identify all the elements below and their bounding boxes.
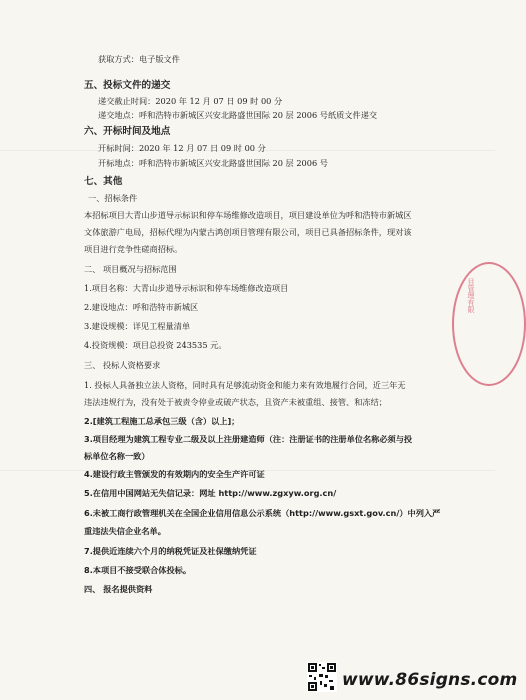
subheading: 二、 项目概况与招标范围 [84,264,177,274]
text-line: 1. 投标人具备独立法人资格，同时具有足够流动资金和能力来有效地履行合同，近三年无 [84,380,406,390]
text-line: 3.项目经理为建筑工程专业二级及以上注册建造师（注：注册证书的注册单位名称必须与投 [84,434,413,444]
text-line: 1.项目名称：大青山步道导示标识和停车场维修改造项目 [84,283,289,293]
text-line: 标单位名称一致） [84,451,150,461]
text-line: 开标地点：呼和浩特市新城区兴安北路盛世国际 20 层 2006 号 [98,158,328,168]
text-line: 5.在信用中国网站无失信记录：网址 http://www.zgxyw.org.cn/ [84,488,337,498]
text-line: 2.[建筑工程施工总承包三级（含）以上]； [84,416,240,426]
text-line: 项目进行竞争性磋商招标。 [84,244,183,254]
text-line: 2.建设地点：呼和浩特市新城区 [84,302,199,312]
subheading: 一、招标条件 [88,193,138,203]
text-line: 递交截止时间：2020 年 12 月 07 日 09 时 00 分 [98,96,283,106]
section-heading: 五、投标文件的递交 [84,80,171,91]
text-line: 3.建设规模：详见工程量清单 [84,321,191,331]
text-line: 8.本项目不接受联合体投标。 [84,565,192,575]
section-heading: 六、开标时间及地点 [84,126,171,137]
subheading: 三、 投标人资格要求 [84,360,161,370]
text-line: 7.提供近连续六个月的纳税凭证及社保缴纳凭证 [84,546,257,556]
seal-stamp-text: 目管理有限 [467,278,475,313]
seal-stamp [452,262,526,386]
text-line: 违法违规行为，没有处于被责令停业或破产状态，且资产未被重组、接管、和冻结； [84,397,387,407]
watermark: www.86signs.com [342,670,518,690]
text-line: 4.建设行政主管颁发的有效期内的安全生产许可证 [84,469,265,479]
section-heading: 七、其他 [84,176,123,187]
text-line: 递交地点：呼和浩特市新城区兴安北路盛世国际 20 层 2006 号纸质文件递交 [98,110,378,120]
text-line: 获取方式：电子版文件 [98,54,180,64]
text-line: 4.投资规模：项目总投资 243535 元。 [84,340,227,350]
text-line: 重违法失信企业名单。 [84,526,166,536]
qr-code-icon [307,662,337,692]
text-line: 文体旅游广电局，招标代理为内蒙古鸿创项目管理有限公司，项目已具备招标条件，现对该 [84,227,412,237]
text-line: 本招标项目大青山步道导示标识和停车场维修改造项目，项目建设单位为呼和浩特市新城区 [84,210,412,220]
text-line: 6.未被工商行政管理机关在全国企业信用信息公示系统（http://www.gsxt.gov.cn/）中列入严 [84,508,441,518]
text-line: 开标时间：2020 年 12 月 07 日 09 时 00 分 [98,143,266,153]
section-heading: 四、 报名提供资料 [84,584,153,594]
